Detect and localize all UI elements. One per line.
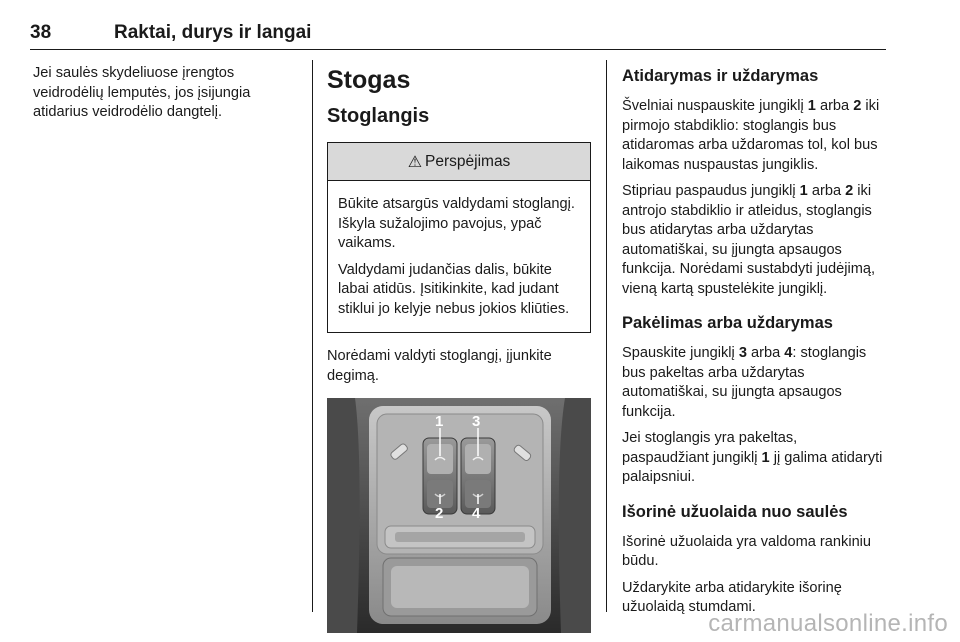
column-divider-1: [312, 60, 313, 612]
instruction-paragraph: Norėdami valdyti stoglangį, įjunkite degimą.: [327, 348, 552, 384]
warning-box: [327, 142, 591, 333]
warning-body: [328, 181, 590, 332]
column-left: [33, 64, 295, 130]
subsection-title: Stoglangis: [327, 105, 430, 127]
figure-label-2: 2: [435, 505, 444, 522]
paragraph-open-close-2: Stipriau paspaudus jungiklį 1 arba 2 iki antrojo stabdiklio ir atleidus, stoglangis bus atidarytas arba uždarytas automatiškai, su įjungta apsaugos funkcija. Norėdami sustabdyti judėjimą, vieną kartą spustelėkite jungiklį.: [622, 183, 876, 297]
warning-triangle-icon: ⚠: [407, 153, 423, 171]
section-title: Stogas: [327, 66, 411, 94]
chapter-title: Raktai, durys ir langai: [114, 22, 312, 43]
header-divider: [30, 49, 886, 50]
column-divider-2: [606, 60, 607, 612]
page-header: [30, 22, 886, 50]
column-middle: [327, 64, 591, 633]
intro-paragraph: Jei saulės skydeliuose įrengtos veidrodėlių lemputės, jos įsijungia atidarius veidrodėlio dangtelį.: [33, 65, 251, 120]
page-number: 38: [30, 22, 52, 43]
heading-open-close: Atidarymas ir uždarymas: [622, 67, 819, 85]
warning-header: [328, 143, 590, 181]
switch-panel-photo: [327, 398, 591, 633]
figure-label-1: 1: [435, 413, 444, 430]
sunroof-switch-figure: [327, 398, 591, 633]
paragraph-raise-1: Spauskite jungiklį 3 arba 4: stoglangis bus pakeltas arba uždarytas automatiškai, su įjungta apsaugos funkcija.: [622, 345, 867, 420]
column-right: [622, 64, 888, 625]
watermark: carmanualsonline.info: [708, 610, 948, 637]
heading-sunblind: Išorinė užuolaida nuo saulės: [622, 502, 848, 521]
warning-title: Perspėjimas: [425, 152, 511, 170]
paragraph-raise-2: Jei stoglangis yra pakeltas, paspaudžiant jungiklį 1 jį galima atidaryti palaipsniui.: [622, 430, 883, 485]
warning-paragraph-1: Būkite atsargūs valdydami stoglangį. Iškyla sužalojimo pavojus, ypač vaikams.: [338, 196, 575, 251]
paragraph-sunblind-2: Uždarykite arba atidarykite išorinę užuolaidą stumdami.: [622, 579, 842, 615]
heading-raise-close: Pakėlimas arba uždarymas: [622, 314, 833, 332]
paragraph-sunblind-1: Išorinė užuolaida yra valdoma rankiniu būdu.: [622, 533, 872, 569]
figure-label-4: 4: [472, 505, 481, 522]
figure-label-3: 3: [472, 413, 481, 430]
paragraph-open-close-1: Švelniai nuspauskite jungiklį 1 arba 2 iki pirmojo stabdiklio: stoglangis bus atidaromas arba uždaromas tol, kol bus laikomas nuspaustas jungiklis.: [622, 98, 880, 173]
warning-paragraph-2: Valdydami judančias dalis, būkite labai atidūs. Įsitikinkite, kad judant stiklui jo kelyje nebus jokios kliūties.: [338, 261, 570, 317]
